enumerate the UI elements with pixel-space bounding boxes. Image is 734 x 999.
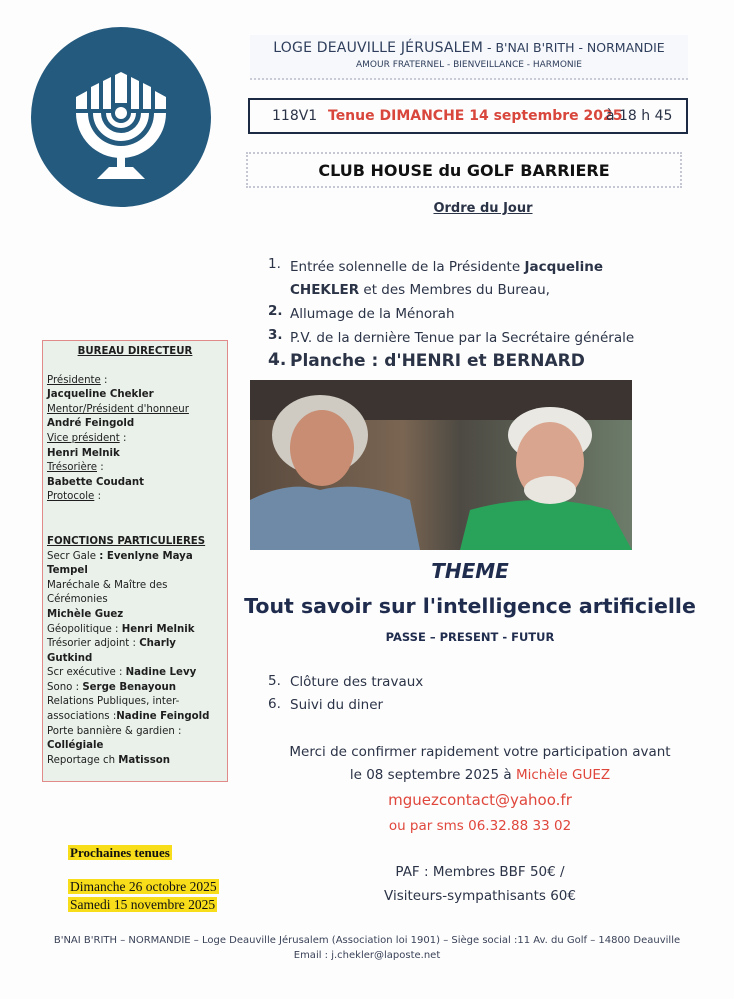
fonction-role: Secr Gale <box>47 550 100 562</box>
paf-line-2: Visiteurs-sympathisants 60€ <box>384 888 576 904</box>
fonction-name: Charly Gutkind <box>47 638 176 664</box>
fonction-role: Porte bannière & gardien : <box>47 725 182 737</box>
speakers-photo-illustration <box>250 380 632 550</box>
venue-box: CLUB HOUSE du GOLF BARRIERE <box>246 152 682 188</box>
footer <box>20 933 714 963</box>
rsvp-line-2: le 08 septembre 2025 à Michèle GUEZ <box>349 767 611 783</box>
fonction-name: Nadine Levy <box>125 667 197 679</box>
fonction-name: Nadine Feingold <box>116 711 210 723</box>
bureau-role: Trésorière <box>47 462 98 474</box>
bureau-sep: : <box>100 374 108 386</box>
bureau-role: Protocole <box>47 491 95 503</box>
theme-label: THEME <box>431 559 509 583</box>
fonction-line <box>47 754 223 769</box>
next-date-2: Samedi 15 novembre 2025 <box>70 897 216 912</box>
bureau-name: Henri Melnik <box>47 447 120 459</box>
fonction-name: Collégiale <box>47 740 104 752</box>
rsvp-line-1: Merci de confirmer rapidement votre participation avant <box>289 744 671 760</box>
bureau-role-line <box>47 432 223 447</box>
meeting-info-box <box>248 98 688 134</box>
lodge-header-banner <box>250 35 688 80</box>
meeting-date: Tenue DIMANCHE 14 septembre 2025 <box>328 108 623 124</box>
bureau-sidebar <box>42 340 228 782</box>
fonction-name: Michèle Guez <box>47 608 124 620</box>
fonction-name: Henri Melnik <box>121 623 195 635</box>
fonction-role: Trésorier adjoint : <box>47 638 140 650</box>
agenda-title: Ordre du Jour <box>433 201 533 216</box>
fonction-line <box>47 666 223 681</box>
bureau-title: BUREAU DIRECTEUR <box>77 346 193 357</box>
fonction-role: Relations Publiques, inter-associations : <box>47 696 180 723</box>
bureau-name: Jacqueline Chekler <box>47 389 154 401</box>
bureau-role: Vice président <box>47 432 120 444</box>
meeting-time: à 18 h 45 <box>606 108 673 124</box>
fonction-role: Scr exécutive : <box>47 667 126 679</box>
bureau-sep: : <box>94 491 101 503</box>
bnai-brith-menorah-logo <box>31 27 211 207</box>
speakers-photo <box>250 380 632 550</box>
fonction-line <box>47 681 223 696</box>
theme-title: Tout savoir sur l'intelligence artificielle <box>244 594 696 618</box>
lodge-motto: AMOUR FRATERNEL - BIENVEILLANCE - HARMONIE <box>356 60 582 70</box>
bureau-role-line <box>47 374 223 389</box>
fonction-line <box>47 623 223 638</box>
bureau-name: André Feingold <box>47 418 135 430</box>
rsvp-email-link[interactable]: mguezcontact@yahoo.fr <box>388 791 572 809</box>
fonction-name: Serge Benayoun <box>82 681 176 693</box>
flyer-page: LOGE DEAUVILLE JÉRUSALEM - B'NAI B'RITH - NORMANDIE AMOUR FRATERNEL - BIENVEILLANCE - HARMONIE 118V1 Tenue DIMANCHE 14 septembre 2025 à 18 h 45 CLUB HOUSE du GOLF BARRIERE Ordre du Jour 1. Entrée solennelle de la Présidente Jacqueline CHEKLER et des Membres du Bureau, 2. Allumage de la Ménorah 3. P.V. de la dernière Tenue par la Secrétaire générale 4. Planche : d'HENRI et BERNARD THEME Tout savoir sur l'intelligence artificielle PASSE – PRESENT - FUTUR 5. Clôture des travaux 6. Suivi du diner Merci de confirmer rapidement votre participation avant le 08 septembre 2025 à Michèle GUEZ mguezcontact@yahoo.fr ou par sms 06.32.88 33 02 PAF : Membres BBF 50€ / Visiteurs-sympathisants 60€ Prochaines tenues Dimanche 26 octobre 2025 Samedi 15 novembre 2025 BUREAU DIRECTEUR Présidente : Jacqueline Chekler Mentor/Président d'honneur André Feingold Vice président : Henri Melnik Trésorière : Babette Coudant Protocole : FONCTIONS PARTICULIERES Secr Gale : Evenlyne Maya Tempel Maréchale & Maître des Cérémonies Michèle Guez Géopolitique : Henri Melnik Trésorier adjoint : Charly Gutkind Scr exécutive : Nadine Levy Sono : Serge Benayoun Relations Publiques, inter-associations :Nadine Feingold Porte bannière & gardien : Collégiale Reportage ch Matisson B'NAI B'RITH – NORMANDIE – Loge Deauville Jérusalem (Association loi 1901) – Siège social :11 Av. du Golf – 14800 Deauville Email : j.chekler@laposte.net <box>0 0 734 999</box>
bureau-role: Présidente <box>47 374 101 386</box>
fonction-line <box>47 579 223 623</box>
bureau-role-line <box>47 461 223 476</box>
lodge-title: LOGE DEAUVILLE JÉRUSALEM - B'NAI B'RITH - NORMANDIE <box>273 40 665 56</box>
bureau-role-line <box>47 490 223 505</box>
fonction-line <box>47 695 223 724</box>
bureau-name: Babette Coudant <box>47 476 145 488</box>
paf-line-1: PAF : Membres BBF 50€ / <box>395 864 565 880</box>
bureau-role-line <box>47 403 223 418</box>
theme-subtitle: PASSE – PRESENT - FUTUR <box>385 630 555 644</box>
fonction-role: Maréchale & Maître des Cérémonies <box>47 579 168 606</box>
fonction-line <box>47 637 223 666</box>
next-date-1: Dimanche 26 octobre 2025 <box>70 879 217 894</box>
bureau-sep: : <box>119 432 127 444</box>
footer-email: Email : j.chekler@laposte.net <box>293 950 441 961</box>
fonction-line <box>47 550 223 579</box>
next-meetings-dates <box>68 878 219 914</box>
fonction-role: Géopolitique : <box>47 623 122 635</box>
fonction-role: Sono : <box>47 681 83 693</box>
fonctions-title: FONCTIONS PARTICULIERES <box>47 535 206 547</box>
fonction-line <box>47 725 223 754</box>
rsvp-sms: ou par sms 06.32.88 33 02 <box>388 818 572 834</box>
fonction-name: Matisson <box>118 754 171 766</box>
fonction-role: Reportage ch <box>47 754 119 766</box>
bureau-sep: : <box>97 462 104 474</box>
footer-address: B'NAI B'RITH – NORMANDIE – Loge Deauville Jérusalem (Association loi 1901) – Siège social :11 Av. du Golf – 14800 Deauville <box>53 935 681 946</box>
next-meetings-title: Prochaines tenues <box>70 845 170 860</box>
bureau-role: Mentor/Président d'honneur <box>47 403 189 415</box>
menorah-icon <box>31 27 211 207</box>
meeting-code: 118V1 <box>272 108 318 124</box>
fonction-name: : Evenlyne Maya Tempel <box>47 550 193 577</box>
